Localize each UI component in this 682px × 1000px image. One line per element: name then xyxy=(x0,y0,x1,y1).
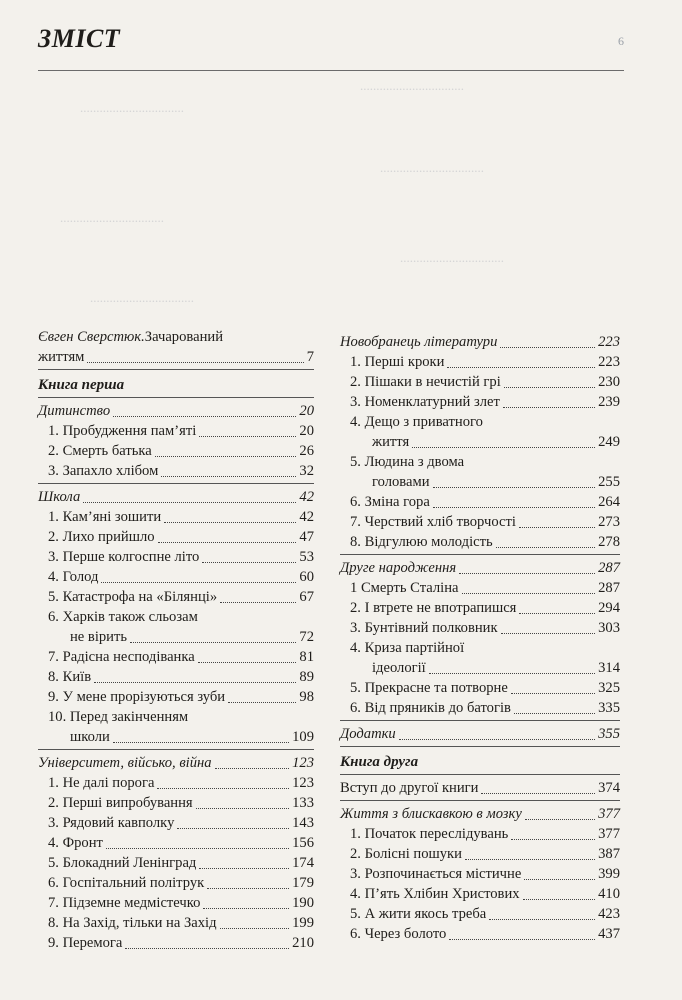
dot-leader xyxy=(399,739,595,740)
toc-item xyxy=(38,687,314,707)
toc-item xyxy=(38,707,314,747)
toc-line xyxy=(38,401,314,421)
toc-line xyxy=(350,578,620,598)
entry-title: 10. Перед закінченням xyxy=(48,709,189,725)
toc-line xyxy=(340,804,620,824)
toc-line xyxy=(38,753,314,773)
entry-title: 4. Фронт xyxy=(48,835,103,851)
toc-item xyxy=(340,452,620,492)
page-ref: 60 xyxy=(299,569,314,585)
entry-title: 3. Номенклатурний злет xyxy=(350,394,500,410)
dot-leader xyxy=(164,522,296,523)
page-ref: 278 xyxy=(598,534,620,550)
toc-line xyxy=(350,844,620,864)
toc-item xyxy=(340,598,620,618)
dot-leader xyxy=(196,808,289,809)
dot-leader xyxy=(113,416,296,417)
dot-leader xyxy=(525,819,595,820)
entry-title: 3. Перше колгоспне літо xyxy=(48,549,200,565)
entry-title: 5. Блокадний Ленінград xyxy=(48,855,197,871)
toc-item xyxy=(340,638,620,678)
toc-item xyxy=(340,532,620,552)
dot-leader xyxy=(449,939,595,940)
entry-title: 5. Катастрофа на «Білянці» xyxy=(48,589,218,605)
entry-title: головами xyxy=(372,474,430,490)
toc-section xyxy=(38,749,314,773)
toc-section xyxy=(38,397,314,421)
toc-line xyxy=(48,421,314,441)
toc-item xyxy=(38,547,314,567)
page-ref: 377 xyxy=(598,826,620,842)
toc-right-column xyxy=(340,327,620,944)
toc-line xyxy=(350,658,620,678)
toc-section xyxy=(340,774,620,798)
toc-item xyxy=(340,392,620,412)
toc-line xyxy=(48,527,314,547)
entry-title: 1. Початок переслідувань xyxy=(350,826,509,842)
page-ref: 156 xyxy=(292,835,314,851)
toc-line xyxy=(350,824,620,844)
entry-title: 5. А жити якось треба xyxy=(350,906,487,922)
toc-item xyxy=(38,873,314,893)
page-ref: 294 xyxy=(598,600,620,616)
entry-title: 1. Кам’яні зошити xyxy=(48,509,162,525)
toc-line xyxy=(48,873,314,893)
toc-line xyxy=(350,698,620,718)
page-ref: 123 xyxy=(292,775,314,791)
dot-leader xyxy=(155,456,297,457)
page-ref: 42 xyxy=(299,509,314,525)
dot-leader xyxy=(489,919,595,920)
toc-left-column xyxy=(38,327,314,953)
page-ref: 32 xyxy=(299,463,314,479)
toc-line xyxy=(48,627,314,647)
page-ref: 410 xyxy=(598,886,620,902)
dot-leader xyxy=(101,582,296,583)
entry-title: 9. У мене прорізуються зуби xyxy=(48,689,226,705)
page-ref: 67 xyxy=(299,589,314,605)
page-ref: 81 xyxy=(299,649,314,665)
dot-leader xyxy=(220,602,296,603)
toc-line xyxy=(38,487,314,507)
dot-leader xyxy=(130,642,296,643)
show-through-background: ................................ ................................ ................................ ................................ ................................ ................................ xyxy=(60,78,504,305)
page-ref: 143 xyxy=(292,815,314,831)
page-ref: 264 xyxy=(598,494,620,510)
page-number: 6 xyxy=(618,34,624,48)
entry-title: 7. Підземне медмістечко xyxy=(48,895,201,911)
entry-title: 9. Перемога xyxy=(48,935,123,951)
entry-title: 4. Голод xyxy=(48,569,99,585)
page-ref: 249 xyxy=(598,434,620,450)
entry-title: 8. Відгулюю молодість xyxy=(350,534,493,550)
toc-line xyxy=(48,647,314,667)
entry-title: 2. Перші випробування xyxy=(48,795,193,811)
dot-leader xyxy=(500,347,595,348)
entry-title: 2. Смерть батька xyxy=(48,443,152,459)
entry-title: Університет, військо, війна xyxy=(38,755,212,771)
entry-title: 5. Людина з двома xyxy=(350,454,465,470)
toc-line xyxy=(350,352,620,372)
toc-line xyxy=(48,587,314,607)
toc-line xyxy=(340,332,620,352)
dot-leader xyxy=(501,633,596,634)
toc-line xyxy=(340,778,620,798)
toc-item xyxy=(38,813,314,833)
dot-leader xyxy=(481,793,595,794)
page-ref: 325 xyxy=(598,680,620,696)
entry-title: Новобранець літератури xyxy=(340,334,498,350)
page-ref: 437 xyxy=(598,926,620,942)
dot-leader xyxy=(447,367,595,368)
entry-title: 8. Київ xyxy=(48,669,92,685)
toc-item xyxy=(38,893,314,913)
toc-item xyxy=(38,421,314,441)
toc-item xyxy=(340,412,620,452)
page-ref: 335 xyxy=(598,700,620,716)
toc-line xyxy=(48,567,314,587)
toc-line xyxy=(48,727,314,747)
entry-title: Вступ до другої книги xyxy=(340,780,479,796)
dot-leader xyxy=(203,908,289,909)
toc-line xyxy=(350,904,620,924)
entry-title: 3. Запахло хлібом xyxy=(48,463,159,479)
dot-leader xyxy=(177,828,289,829)
entry-title-line xyxy=(38,327,314,347)
page-ref: 223 xyxy=(598,334,620,350)
toc-line xyxy=(350,512,620,532)
toc-item xyxy=(38,507,314,527)
page-ref: 72 xyxy=(299,629,314,645)
toc-item xyxy=(340,884,620,904)
page-ref: 53 xyxy=(299,549,314,565)
page-ref: 179 xyxy=(292,875,314,891)
toc-line xyxy=(48,913,314,933)
toc-line xyxy=(340,558,620,578)
dot-leader xyxy=(220,928,290,929)
page-ref: 20 xyxy=(299,403,314,419)
toc-item xyxy=(340,492,620,512)
page-ref: 26 xyxy=(299,443,314,459)
entry-title: 1. Пробудження пам’яті xyxy=(48,423,197,439)
toc-item xyxy=(38,833,314,853)
dot-leader xyxy=(158,542,297,543)
toc-line xyxy=(350,618,620,638)
toc-line xyxy=(48,461,314,481)
book-heading-row xyxy=(38,369,314,395)
entry-title: 6. Через болото xyxy=(350,926,447,942)
entry-title: 3. Розпочинається містичне xyxy=(350,866,522,882)
dot-leader xyxy=(106,848,289,849)
toc-item xyxy=(38,793,314,813)
entry-title: Школа xyxy=(38,489,81,505)
page-ref: 314 xyxy=(598,660,620,676)
dot-leader xyxy=(519,613,595,614)
entry-title: ідеології xyxy=(372,660,426,676)
toc-line xyxy=(350,924,620,944)
toc-line xyxy=(48,507,314,527)
page-ref: 223 xyxy=(598,354,620,370)
toc-line xyxy=(350,598,620,618)
dot-leader xyxy=(207,888,289,889)
page-ref: 174 xyxy=(292,855,314,871)
entry-title: Дитинство xyxy=(38,403,111,419)
toc-line xyxy=(350,678,620,698)
toc-item xyxy=(340,678,620,698)
book-heading-row xyxy=(340,746,620,772)
dot-leader xyxy=(198,662,297,663)
page-ref: 20 xyxy=(299,423,314,439)
page-ref: 89 xyxy=(299,669,314,685)
entry-title: 7. Черствий хліб творчості xyxy=(350,514,516,530)
toc-line xyxy=(38,347,314,367)
toc-line xyxy=(48,933,314,953)
header-divider xyxy=(38,70,624,71)
page-ref: 47 xyxy=(299,529,314,545)
entry-title: 1. Не далі порога xyxy=(48,775,155,791)
entry-title: 4. Дещо з приватного xyxy=(350,414,483,430)
toc-line xyxy=(48,833,314,853)
toc-item xyxy=(38,773,314,793)
toc-line xyxy=(48,793,314,813)
entry-title: 4. П’ять Хлібин Христових xyxy=(350,886,520,902)
entry-title: не вірить xyxy=(70,629,128,645)
page-ref: 199 xyxy=(292,915,314,931)
page-ref: 303 xyxy=(598,620,620,636)
dot-leader xyxy=(429,673,595,674)
toc-item xyxy=(38,913,314,933)
toc-line xyxy=(350,884,620,904)
toc-line xyxy=(48,687,314,707)
dot-leader xyxy=(511,839,595,840)
page-title: ЗМІСТ xyxy=(38,24,121,53)
page-ref: 98 xyxy=(299,689,314,705)
toc-section xyxy=(340,800,620,824)
toc-line xyxy=(48,441,314,461)
page-ref: 399 xyxy=(598,866,620,882)
toc-item xyxy=(38,567,314,587)
dot-leader xyxy=(503,407,595,408)
entry-title: 2. Лихо прийшло xyxy=(48,529,155,545)
entry-title: 5. Прекрасне та потворне xyxy=(350,680,508,696)
entry-title: 3. Рядовий кавполку xyxy=(48,815,175,831)
entry-title: 6. Від пряників до батогів xyxy=(350,700,511,716)
page-ref: 190 xyxy=(292,895,314,911)
toc-line xyxy=(48,813,314,833)
book-heading: Книга перша xyxy=(38,377,125,393)
entry-title: 6. Зміна гора xyxy=(350,494,430,510)
page-ref: 210 xyxy=(292,935,314,951)
page-ref: 109 xyxy=(292,729,314,745)
entry-title: 6. Госпітальний політрук xyxy=(48,875,205,891)
toc-line xyxy=(350,864,620,884)
toc-line xyxy=(48,773,314,793)
entry-title: Друге народження xyxy=(340,560,457,576)
toc-line xyxy=(350,432,620,452)
toc-line xyxy=(340,724,620,744)
toc-item xyxy=(38,527,314,547)
toc-line xyxy=(350,392,620,412)
dot-leader xyxy=(87,362,303,363)
dot-leader xyxy=(459,573,595,574)
entry-title: Додатки xyxy=(340,726,396,742)
page-ref: 123 xyxy=(292,755,314,771)
dot-leader xyxy=(157,788,289,789)
dot-leader xyxy=(199,436,296,437)
page-ref: 42 xyxy=(299,489,314,505)
entry-title: 1. Перші кроки xyxy=(350,354,445,370)
toc-item xyxy=(38,607,314,647)
toc-line xyxy=(350,372,620,392)
entry-title: 2. Болісні пошуки xyxy=(350,846,462,862)
page-ref: 239 xyxy=(598,394,620,410)
entry-title: 7. Радісна несподіванка xyxy=(48,649,195,665)
dot-leader xyxy=(433,507,595,508)
page-ref: 423 xyxy=(598,906,620,922)
dot-leader xyxy=(161,476,296,477)
entry-title: 2. І втрете не впотрапишся xyxy=(350,600,517,616)
toc-item xyxy=(38,461,314,481)
page-ref: 133 xyxy=(292,795,314,811)
toc-item xyxy=(340,578,620,598)
toc-section xyxy=(340,554,620,578)
toc-line xyxy=(48,853,314,873)
toc-item xyxy=(38,933,314,953)
toc-section xyxy=(340,720,620,744)
toc-item xyxy=(340,352,620,372)
dot-leader xyxy=(202,562,296,563)
dot-leader xyxy=(215,768,290,769)
dot-leader xyxy=(125,948,289,949)
toc-item xyxy=(38,587,314,607)
entry-author: Євген Сверстюк. xyxy=(38,329,145,345)
dot-leader xyxy=(83,502,296,503)
toc-item xyxy=(340,824,620,844)
toc-item xyxy=(38,647,314,667)
dot-leader xyxy=(462,593,596,594)
toc-line xyxy=(350,472,620,492)
entry-title: 3. Бунтівний полковник xyxy=(350,620,498,636)
entry-title: 4. Криза партійної xyxy=(350,640,465,656)
toc-item xyxy=(340,904,620,924)
toc-item xyxy=(340,844,620,864)
book-heading: Книга друга xyxy=(340,754,419,770)
page-ref: 273 xyxy=(598,514,620,530)
entry-title: 8. На Захід, тільки на Захід xyxy=(48,915,217,931)
dot-leader xyxy=(412,447,595,448)
dot-leader xyxy=(523,899,596,900)
entry-title: 1 Смерть Сталіна xyxy=(350,580,459,596)
toc-line xyxy=(350,532,620,552)
dot-leader xyxy=(514,713,595,714)
toc-line xyxy=(48,547,314,567)
toc-item xyxy=(340,618,620,638)
toc-intro-entry xyxy=(38,327,314,367)
dot-leader xyxy=(511,693,595,694)
toc-item xyxy=(38,667,314,687)
toc-line xyxy=(48,893,314,913)
toc-item xyxy=(340,698,620,718)
entry-title: школи xyxy=(70,729,110,745)
toc-item xyxy=(340,864,620,884)
entry-title: життям xyxy=(38,349,85,365)
toc-line xyxy=(350,492,620,512)
toc-item xyxy=(38,853,314,873)
toc-line xyxy=(48,667,314,687)
entry-title: Життя з блискавкою в мозку xyxy=(340,806,522,822)
dot-leader xyxy=(465,859,595,860)
page-ref: 374 xyxy=(598,780,620,796)
page-ref: 255 xyxy=(598,474,620,490)
dot-leader xyxy=(113,742,289,743)
page-ref: 355 xyxy=(598,726,620,742)
dot-leader xyxy=(524,879,595,880)
toc-item xyxy=(340,372,620,392)
page-ref: 387 xyxy=(598,846,620,862)
toc-item xyxy=(38,441,314,461)
toc-item xyxy=(340,512,620,532)
entry-title: 2. Пішаки в нечистій грі xyxy=(350,374,501,390)
dot-leader xyxy=(199,868,289,869)
dot-leader xyxy=(519,527,595,528)
entry-title: 6. Харків також сльозам xyxy=(48,609,198,625)
dot-leader xyxy=(228,702,296,703)
page-ref: 287 xyxy=(598,580,620,596)
dot-leader xyxy=(94,682,296,683)
dot-leader xyxy=(496,547,595,548)
page-ref: 377 xyxy=(598,806,620,822)
dot-leader xyxy=(433,487,596,488)
toc-section xyxy=(38,483,314,507)
entry-title: життя xyxy=(372,434,410,450)
page-ref: 7 xyxy=(306,349,314,365)
toc-section xyxy=(340,329,620,352)
entry-title: Зачарований xyxy=(144,329,224,345)
page-ref: 287 xyxy=(598,560,620,576)
toc-item xyxy=(340,924,620,944)
dot-leader xyxy=(504,387,595,388)
page-ref: 230 xyxy=(598,374,620,390)
